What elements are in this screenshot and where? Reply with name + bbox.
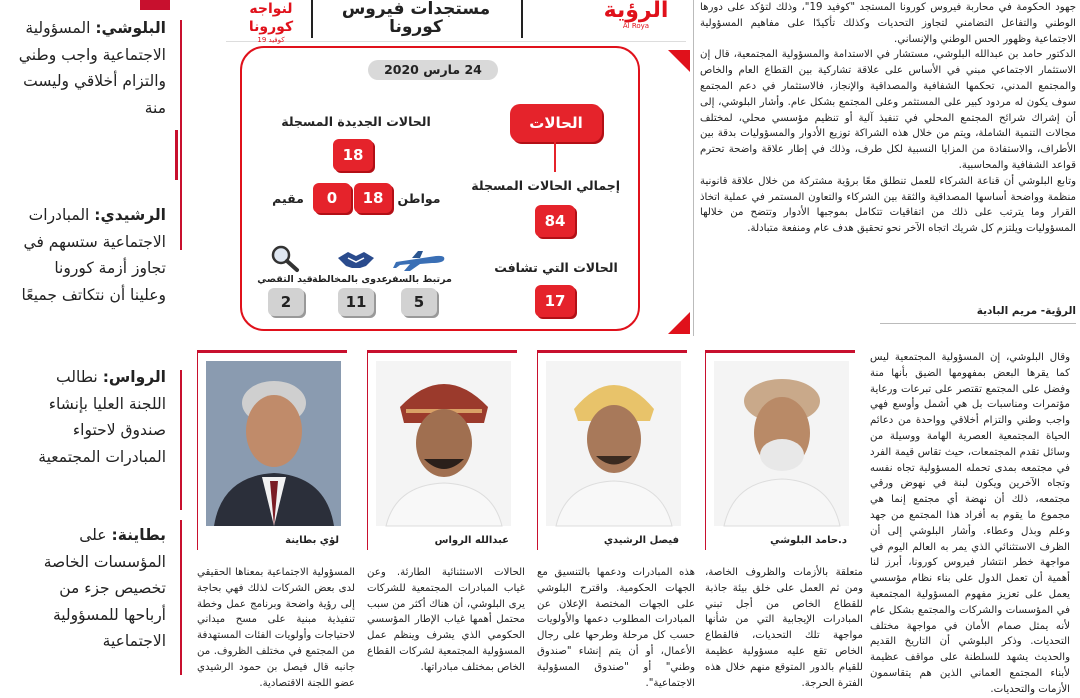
quote-text: على المؤسسات الخاصة تخصيص جزء من أرباحها للمسؤولية الاجتماعية [43,526,166,650]
photo-card-bataineh [197,350,347,550]
article-paragraph: جهود الحكومة في محاربة فيروس كورونا المستجد "كوفيد 19"، وذلك لتؤكد على دورها الوطني والتفاعل التضامني لتجاوز التحديات وكذلك تأكيدًا على مفاهيم المسؤولية الاجتماعية وظهور الحس الوطني والإنساني. [700,2,1076,45]
article-paragraph: الدكتور حامد بن عبدالله البلوشي، مستشار في الاستدامة والمسؤولية المجتمعية، قال إن الاستثمار الاجتماعي مبني في الأساس على علاقة تشاركية بين القطاع العام والخاص والمجتمع المدني، تحكمها الشفافية والمصداقية والإنجاز، فالاستثمار في دعم المجتمع سوف يكون له مردود كبير على المستثمر وعلى المجتمع بشكل عام. وأشار البلوشي، إلى أن إشراك شرائح المجتمع المحلي في تنفيذ آلية أو تنظيم مؤسسي محلي، لمختلف مجالات التنمية الشاملة، ويتم من خلال هذه الشراكة توزيع الأدوار والمسؤوليات بدقة بين الأطراف، والاستفادة من المزايا النسبية لكل طرف، وذلك في إطار علاقة واضحة تحترم قواعد الشفافية والمحاسبية. [700,49,1076,171]
contact-label: عدوى بالمخالطة [312,274,388,285]
campaign-text: لنواجه كورونا [248,1,294,35]
cases-header: الحالات [510,104,602,142]
corner-accent [668,312,690,334]
header-divider [311,0,313,38]
photo-card-rawas [367,350,517,550]
quote-rawas [16,364,166,470]
byline: الرؤية- مريم البادية [880,305,1076,324]
bottom-column-3: الحالات الاستثنائية الطارئة. وعن غياب المبادرات المجتمعية للشركات يرى البلوشي، أن هناك أكثر من سبب محتمل أهمها غياب الإطار المؤسسي الحكومي الذي يشرف وينظم عمل المسؤولية المجتمعية لشركات القطاع الخاص بمختلف مبادراتها. [367,567,525,673]
column-rule [693,0,694,336]
bottom-column-2: هذه المبادرات ودعمها بالتنسيق مع الجهات الحكومية. واقترح البلوشي على الجهات المختصة الإعلان عن المبادرات المطلوب دعمها والأولويات حسب كل مرحلة وطرحها على رجال الأعمال، أو أن يتم إنشاء "صندوق وطني" أو "صندوق المسؤولية الاجتماعية". [537,567,695,689]
corner-accent [668,50,690,72]
handshake-icon [336,248,376,272]
portrait-bataineh [206,361,341,526]
article-side-column: وقال البلوشي، إن المسؤولية المجتمعية ليس كما يقرها البعض بمفهومها الضيق بأنها منة وفضل على المجتمع تقتصر على تبرعات ورعاية مؤتمرات ومناسبات بل هي أشمل وأوسع فهي واجب وطني والتزام أخلاقي وواحدة من دعائم الحياة المجتمعية العصرية الهامة ووسيلة من وسائل تقدم المجتمعات، حيث تقاس قيمة الفرد في مجتمعه بمدى تحمله المسؤولية تجاه نفسه وتجاه الآخرين ويكون لبنة في نهوض ورقي مجتمعه، ذلك أن نهضة أي مجتمع إنما هي مجموع ما يقوم به أفراد هذا المجتمع من جهد وعلم وبذل وعطاء. وأشار البلوشي إلى أن الظرف الاستثنائي الذي يمر به العالم اليوم في مواجهة خطر انتشار فيروس كورونا، أبرز لنا أهمية أن تعمل الدول على بناء نظام مؤسسي يعمل على تعزيز مفهوم المسؤولية المجتمعية في المؤسسات والشركات والمجتمع بشكل عام لأنه يمثل صمام الأمان في مواجهة مختلف التحديات. وذكر البلوشي أن التاريخ القديم والحديث يشهد للسلطنة على مواقف عظيمة لأبناء المجتمع العماني الذين هم يتقاسمون الأزمات والتحديات. [870,352,1070,695]
portrait-rawas [376,361,511,526]
citizen-label: مواطن [397,191,441,206]
sidebar-accent [175,130,178,180]
resident-label: مقيم [272,191,304,206]
airplane-icon [392,248,448,272]
logo-text: الرؤية [603,0,669,23]
citizen-value: 18 [354,183,392,213]
magnifier-icon [270,244,300,272]
quote-text: نطالب اللجنة العليا بإنشاء صندوق لاحتواء المبادرات المجتمعية [38,368,166,466]
quote-text: المبادرات الاجتماعية ستسهم في تجاوز أزمة كورونا وعلينا أن نتكاتف جميعًا [21,206,166,304]
date-pill: 24 مارس 2020 [368,60,498,80]
quote-name: الرشيدي: [94,206,166,224]
newspaper-logo [591,0,681,36]
campaign-logo [236,0,306,44]
logo-sub: Al Roya [622,22,650,30]
total-cases-value: 84 [535,205,575,237]
new-cases-label: الحالات الجديدة المسجلة [281,114,431,129]
photo-caption: فيصل الرشيدي [603,535,679,546]
photo-caption: لؤي بطاينة [285,535,339,546]
covid-infographic [196,0,691,336]
sidebar-rule [180,520,182,675]
total-cases-label: إجمالي الحالات المسجلة [471,178,620,193]
quote-name: الرواس: [102,368,166,386]
quote-text: المسؤولية الاجتماعية واجب وطني والتزام أخلاقي وليست منة [18,19,166,117]
new-cases-value: 18 [333,139,373,171]
connector-line [554,142,556,172]
sidebar-top-mark [140,0,170,10]
campaign-sub: كوفيد 19 [257,36,285,44]
quote-balushi [16,15,166,121]
sidebar-rule [180,20,182,250]
quote-rashidi [16,202,166,308]
header-divider [521,0,523,38]
travel-label: مرتبط بالسفر [386,274,452,285]
infographic-heading: مستجدات فيروس كورونا [341,0,491,37]
portrait-balushi [714,361,849,526]
investigation-value: 2 [268,288,304,316]
sidebar-rule [180,370,182,510]
quote-name: بطاينة: [111,526,166,544]
travel-value: 5 [401,288,437,316]
contact-value: 11 [338,288,374,316]
portrait-rashidi [546,361,681,526]
photo-caption: عبدالله الرواس [434,535,509,546]
recovered-value: 17 [535,285,575,317]
article-top [700,0,1076,300]
article-paragraph: وتابع البلوشي أن قناعة الشركاء للعمل تنطلق معًا برؤية مشتركة من خلال علاقة قانونية منظمة وواضحة أساسها المصداقية والثقة بين الشركاء والتعاون المستمر في عملية اتخاذ القرار وما يترتب على ذلك من اتفاقيات تتكامل بموجبها الأدوار وتتضح من خلالها المسؤوليات ويلتزم كل شريك اتجاه الآخر نحو تحقيق هدف عام ومنفعة متبادلة. [700,175,1076,235]
bottom-column-1: متعلقة بالأزمات والظروف الخاصة، ومن ثم العمل على خلق بيئة جاذبة للقطاع الخاص من أجل تبني المبادرات الإيجابية التي من شأنها مواجهة تلك التحديات، فالقطاع الخاص تقع عليه مسؤولية عظيمة للقيام بالدور المتوقع منهم خلال هذه الفترة الحرجة. [705,567,863,689]
sidebar-quotes [0,0,182,675]
quote-bataineh [16,522,166,655]
investigation-label: قيد التقصي [257,274,313,285]
bottom-column-4: المسؤولية الاجتماعية بمعناها الحقيقي لدى بعض الشركات لذلك فهي بحاجة إلى رؤية واضحة وبرنامج عمل وخطة تنفيذية مبنية على مسح ميداني لاحتياجات وأولويات الفئات المستهدفة من المجتمع في مختلف الظروف. من جانبه قال فيصل بن حمود الرشيدي عضو اللجنة الاقتصادية. [197,567,355,689]
photo-card-rashidi [537,350,687,550]
resident-value: 0 [313,183,351,213]
quote-name: البلوشي: [95,19,166,37]
photo-card-balushi [705,350,855,550]
recovered-label: الحالات التي تشافت [494,260,618,275]
photo-caption: د.حامد البلوشي [770,535,847,546]
